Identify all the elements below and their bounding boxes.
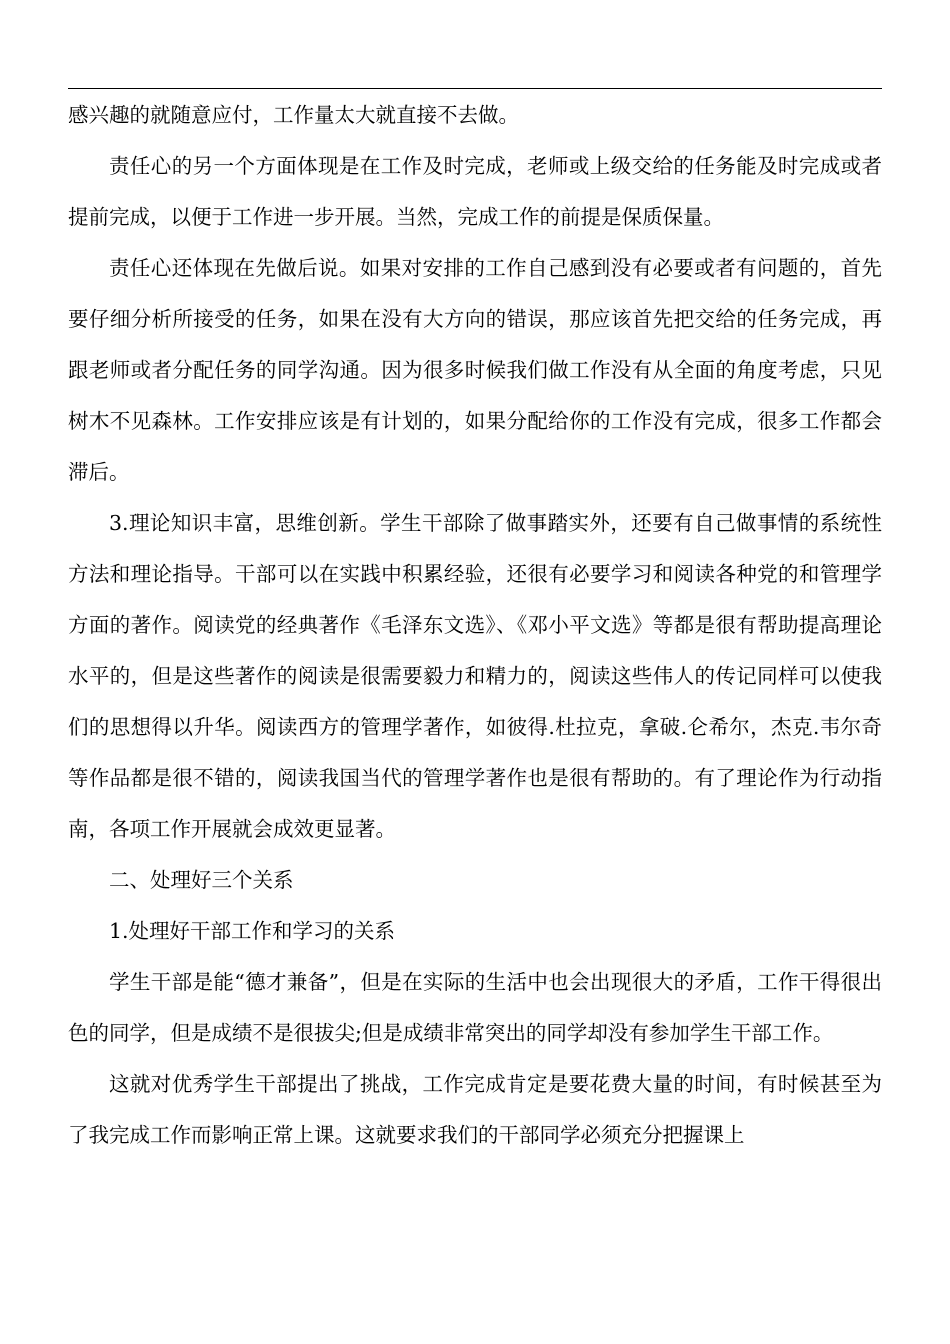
paragraph: 学生干部是能“德才兼备”，但是在实际的生活中也会出现很大的矛盾，工作干得很出色的同学，但是成绩不是很拔尖;但是成绩非常突出的同学却没有参加学生干部工作。 [68, 970, 882, 1045]
section-heading: 二、处理好三个关系 [109, 868, 294, 892]
subsection-heading: 1.处理好干部工作和学习的关系 [109, 919, 396, 943]
paragraph: 感兴趣的就随意应付，工作量太大就直接不去做。 [68, 103, 519, 127]
paragraph: 责任心的另一个方面体现是在工作及时完成，老师或上级交给的任务能及时完成或者提前完成，以便于工作进一步开展。当然，完成工作的前提是保质保量。 [68, 154, 882, 229]
paragraph: 这就对优秀学生干部提出了挑战，工作完成肯定是要花费大量的时间，有时候甚至为了我完成工作而影响正常上课。这就要求我们的干部同学必须充分把握课上 [68, 1072, 882, 1147]
body-text [68, 90, 882, 1161]
header-rule [68, 88, 882, 89]
paragraph: 3.理论知识丰富，思维创新。学生干部除了做事踏实外，还要有自己做事情的系统性方法和理论指导。干部可以在实践中积累经验，还很有必要学习和阅读各种党的和管理学方面的著作。阅读党的经典著作《毛泽东文选》、《邓小平文选》等都是很有帮助提高理论水平的，但是这些著作的阅读是很需要毅力和精力的，阅读这些伟人的传记同样可以使我们的思想得以升华。阅读西方的管理学著作，如彼得.杜拉克，拿破.仑希尔，杰克.韦尔奇等作品都是很不错的，阅读我国当代的管理学著作也是很有帮助的。有了理论作为行动指南，各项工作开展就会成效更显著。 [68, 511, 882, 841]
paragraph: 责任心还体现在先做后说。如果对安排的工作自己感到没有必要或者有问题的，首先要仔细分析所接受的任务，如果在没有大方向的错误，那应该首先把交给的任务完成，再跟老师或者分配任务的同学沟通。因为很多时候我们做工作没有从全面的角度考虑，只见树木不见森林。工作安排应该是有计划的，如果分配给你的工作没有完成，很多工作都会滞后。 [68, 256, 882, 484]
